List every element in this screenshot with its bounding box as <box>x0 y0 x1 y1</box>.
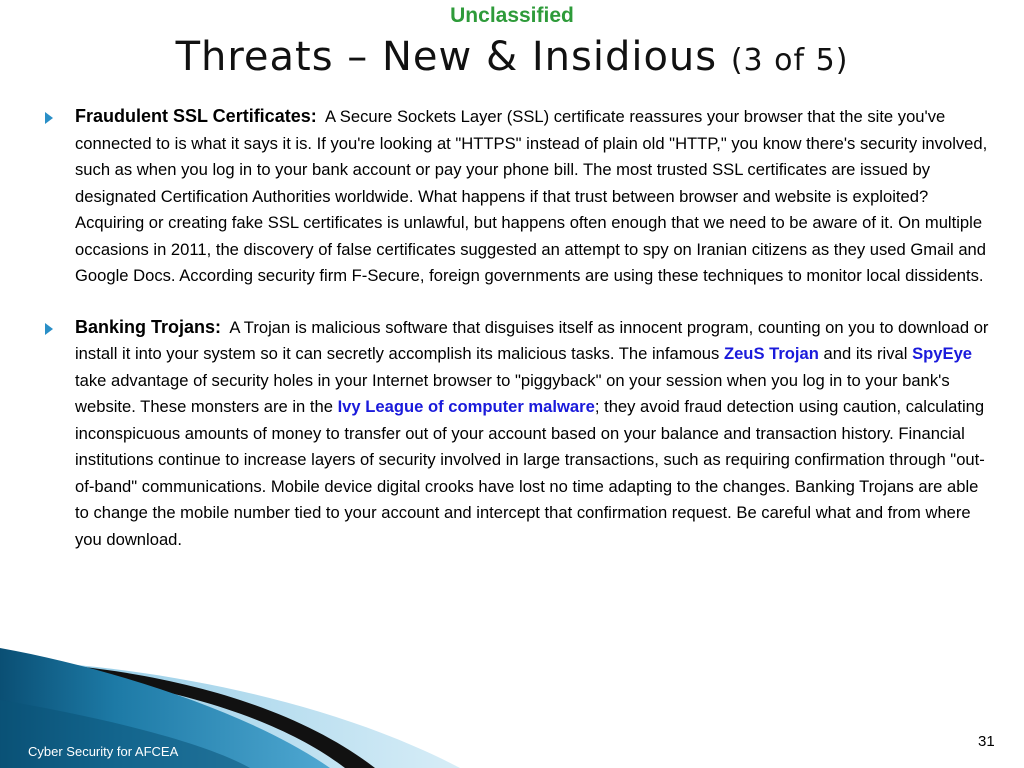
classification-label: Unclassified <box>450 4 574 27</box>
highlight-spyeye: SpyEye <box>912 344 973 363</box>
bullet-lead: Banking Trojans: <box>75 316 222 337</box>
bullet-text: and its rival <box>818 344 913 363</box>
highlight-ivy-league: Ivy League of computer malware <box>337 397 595 416</box>
bullet-banking-trojans <box>44 314 994 554</box>
highlight-zeus-trojan: ZeuS Trojan <box>723 344 819 363</box>
page-number: 31 <box>978 733 995 750</box>
slide-title-main: Threats – New & Insidious <box>175 34 718 80</box>
footer-label: Cyber Security for AFCEA <box>28 744 179 759</box>
triangle-right-icon <box>44 322 54 336</box>
bullet-lead: Fraudulent SSL Certificates: <box>75 106 317 126</box>
slide-content <box>44 103 994 553</box>
slide-title-suffix: (3 of 5) <box>730 43 849 78</box>
bullet-text: ; they avoid fraud detection using caution, calculating inconspicuous amounts of money to transfer out of your account based on your balance and transaction history. Financial institutions continue to increase layers of security involved in large transactions, such as requiring confirmation through "out-of-band" communications. Mobile device digital crooks have lost no time adapting to the changes. Banking Trojans are able to change the mobile number tied to your account and intercept that confirmation request. Be careful what and from where you download. <box>75 397 985 549</box>
bullet-ssl-certificates <box>44 103 994 290</box>
triangle-right-icon <box>44 111 54 125</box>
bullet-text: take advantage of security holes in your Internet browser to "piggyback" on your session when you log in to your bank's website. These monsters are in the <box>75 370 950 416</box>
bullet-text: A Secure Sockets Layer (SSL) certificate reassures your browser that the site you've connected to is what it says it is. If you're looking at "HTTPS" instead of plain old "HTTP," you know there's security involved, such as when you log in to your bank account or pay your phone bill. The most trusted SSL certificates are issued by designated Certification Authorities worldwide. What happens if that trust between browser and website is exploited? Acquiring or creating fake SSL certificates is unlawful, but happens often enough that we need to be aware of it. On multiple occasions in 2011, the discovery of false certificates suggested an attempt to spy on Iranian citizens as they used Gmail and Google Docs. According security firm F-Secure, foreign governments are using these techniques to monitor local dissidents. <box>75 107 988 285</box>
bullet-text: A Trojan is malicious software that disguises itself as innocent program, counting on you to download or install it into your system so it can secretly accomplish its malicious tasks. The infamous <box>75 317 989 363</box>
slide-title <box>0 34 1024 80</box>
